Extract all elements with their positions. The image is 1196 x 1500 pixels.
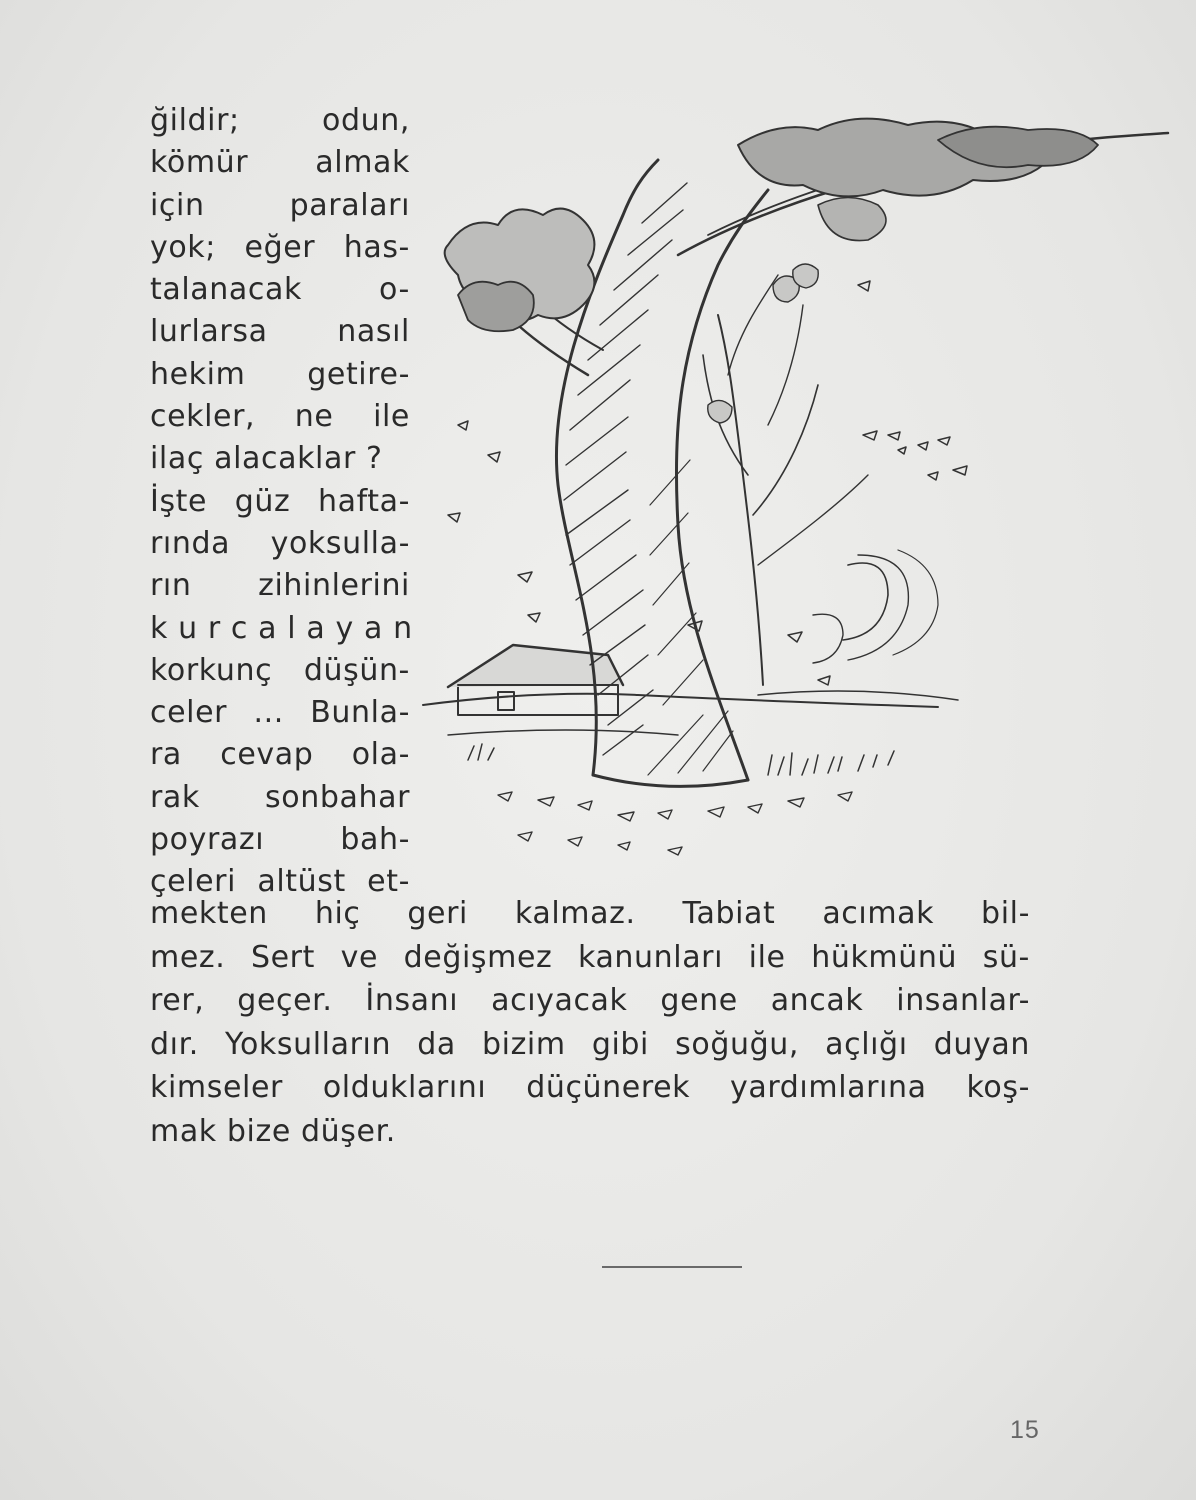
text-line: için paraları: [150, 187, 410, 223]
text-line: k u r c a l a y a n: [150, 610, 413, 646]
text-line: çeleri altüst et-: [150, 864, 410, 900]
text-line: kimseler olduklarını düçünerek yardımlarına koş-: [150, 1070, 1030, 1105]
text-line: İşte güz hafta-: [150, 483, 410, 519]
text-line: poyrazı bah-: [150, 822, 410, 858]
windblown-tree-illustration: [418, 95, 1180, 875]
text-line: rer, geçer. İnsanı acıyacak gene ancak insanlar-: [150, 983, 1030, 1018]
text-line: lurlarsa nasıl: [150, 314, 410, 350]
text-line: mekten hiç geri kalmaz. Tabiat acımak bil-: [150, 896, 1030, 931]
text-line: hekim getire-: [150, 356, 410, 392]
text-line: mez. Sert ve değişmez kanunları ile hükmünü sü-: [150, 939, 1030, 975]
page-number: 15: [1010, 1416, 1040, 1444]
text-line: ğildir; odun,: [150, 103, 410, 138]
text-line: rak sonbahar: [150, 779, 410, 815]
text-line: kömür almak: [150, 145, 410, 181]
text-line: celer ... Bunla-: [150, 695, 410, 731]
text-line: rında yoksulla-: [150, 525, 410, 561]
text-line: talanacak o-: [150, 272, 410, 308]
text-line: ilaç alacaklar ?: [150, 441, 383, 477]
text-line: dır. Yoksulların da bizim gibi soğuğu, açlığı duyan: [150, 1026, 1030, 1062]
text-line: ra cevap ola-: [150, 737, 410, 773]
text-line: mak bize düşer.: [150, 1113, 396, 1149]
narrow-text-column: [150, 100, 413, 904]
wide-text-column: [150, 892, 1030, 1153]
text-line: rın zihinlerini: [150, 568, 410, 604]
text-line: korkunç düşün-: [150, 652, 410, 688]
text-line: cekler, ne ile: [150, 399, 410, 435]
text-line: yok; eğer has-: [150, 229, 410, 265]
section-divider: [602, 1266, 742, 1268]
